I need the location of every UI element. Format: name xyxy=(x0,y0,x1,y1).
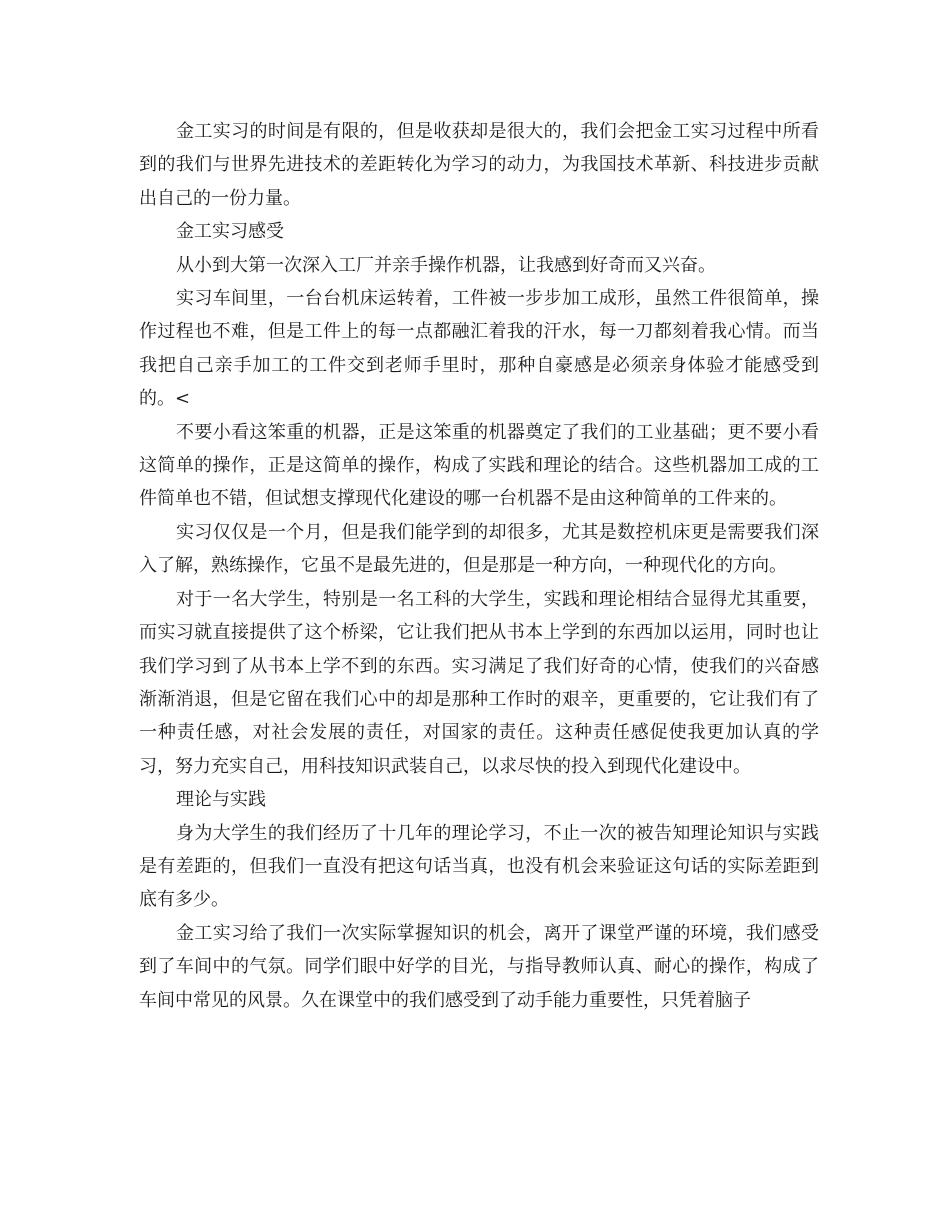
paragraph: 不要小看这笨重的机器，正是这笨重的机器奠定了我们的工业基础；更不要小看这简单的操作，正是这简单的操作，构成了实践和理论的结合。这些机器加工成的工件简单也不错，但试想支撑现代化建设的哪一台机器不是由这种简单的工件来的。 xyxy=(139,421,819,510)
section-heading: 金工实习感受 xyxy=(176,221,284,243)
document-body xyxy=(139,115,819,1017)
paragraph: 实习车间里，一台台机床运转着，工件被一步步加工成形，虽然工件很简单，操作过程也不难，但是工件上的每一点都融汇着我的汗水，每一刀都刻着我心情。而当我把自己亲手加工的工件交到老师手里时，那种自豪感是必须亲身体验才能感受到的。< xyxy=(139,288,819,410)
paragraph: 从小到大第一次深入工厂并亲手操作机器，让我感到好奇而又兴奋。 xyxy=(176,254,716,276)
paragraph: 实习仅仅是一个月，但是我们能学到的却很多，尤其是数控机床更是需要我们深入了解，熟练操作，它虽不是最先进的，但是那是一种方向，一种现代化的方向。 xyxy=(139,521,819,577)
section-heading: 理论与实践 xyxy=(176,789,266,811)
paragraph: 金工实习的时间是有限的，但是收获却是很大的，我们会把金工实习过程中所看到的我们与世界先进技术的差距转化为学习的动力，为我国技术革新、科技进步贡献出自己的一份力量。 xyxy=(139,121,819,209)
paragraph: 对于一名大学生，特别是一名工科的大学生，实践和理论相结合显得尤其重要，而实习就直接提供了这个桥梁，它让我们把从书本上学到的东西加以运用，同时也让我们学习到了从书本上学不到的东西。实习满足了我们好奇的心情，使我们的兴奋感渐渐消退，但是它留在我们心中的却是那种工作时的艰辛，更重要的，它让我们有了一种责任感，对社会发展的责任，对国家的责任。这种责任感促使我更加认真的学习，努力充实自己，用科技知识武装自己，以求尽快的投入到现代化建设中。 xyxy=(139,588,819,777)
paragraph: 身为大学生的我们经历了十几年的理论学习，不止一次的被告知理论知识与实践是有差距的，但我们一直没有把这句话当真，也没有机会来验证这句话的实际差距到底有多少。 xyxy=(139,822,819,911)
paragraph: 金工实习给了我们一次实际掌握知识的机会，离开了课堂严谨的环境，我们感受到了车间中的气氛。同学们眼中好学的目光，与指导教师认真、耐心的操作，构成了车间中常见的风景。久在课堂中的我们感受到了动手能力重要性，只凭着脑子 xyxy=(139,922,819,1011)
